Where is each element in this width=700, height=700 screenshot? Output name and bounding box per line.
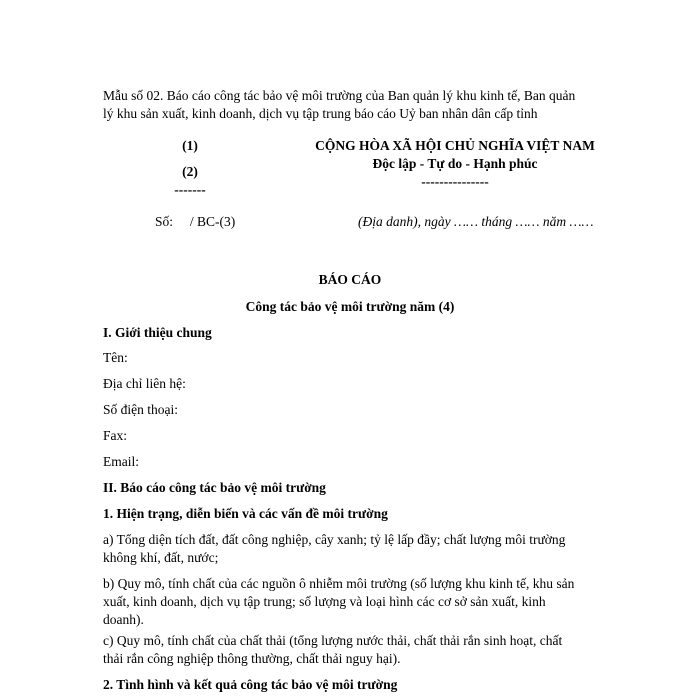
section-1-heading: I. Giới thiệu chung — [103, 325, 212, 340]
national-divider: --------------- — [421, 174, 489, 189]
subsection-2-heading: 2. Tình hình và kết quả công tác bảo vệ môi trường — [103, 677, 398, 692]
paragraph-b: b) Quy mô, tính chất của các nguồn ô nhiễm môi trường (số lượng khu kinh tế, khu sản xuất, kinh doanh, dịch vụ tập trung; số lượng và loại hình các cơ sở sản xuất, kinh doanh). — [103, 576, 575, 627]
national-motto: Độc lập - Tự do - Hạnh phúc — [372, 156, 538, 171]
form-title-line-2: lý khu sản xuất, kinh doanh, dịch vụ tập trung báo cáo Uỷ ban nhân dân cấp tỉnh — [103, 106, 538, 121]
agency-name-2: (2) — [182, 164, 198, 179]
form-title-line-1: Mẫu số 02. Báo cáo công tác bảo vệ môi trường của Ban quản lý khu kinh tế, Ban quản — [103, 88, 576, 103]
subsection-1-heading: 1. Hiện trạng, diễn biến và các vấn đề môi trường — [103, 506, 388, 521]
report-subtitle: Công tác bảo vệ môi trường năm (4) — [245, 299, 455, 314]
paragraph-a: a) Tổng diện tích đất, đất công nghiệp, cây xanh; tỷ lệ lấp đầy; chất lượng môi trường không khí, đất, nước; — [103, 532, 566, 565]
field-phone: Số điện thoại: — [103, 402, 178, 417]
section-2-heading: II. Báo cáo công tác bảo vệ môi trường — [103, 480, 326, 495]
national-title: CỘNG HÒA XÃ HỘI CHỦ NGHĨA VIỆT NAM — [315, 138, 595, 153]
document-number: Số: / BC-(3) — [155, 214, 236, 229]
place-date-line: (Địa danh), ngày …… tháng …… năm …… — [358, 214, 594, 229]
agency-divider: ------- — [174, 182, 206, 197]
field-email: Email: — [103, 454, 139, 469]
field-fax: Fax: — [103, 428, 128, 443]
agency-name-1: (1) — [182, 138, 198, 153]
paragraph-c: c) Quy mô, tính chất của chất thải (tổng lượng nước thải, chất thải rắn sinh hoạt, chất thải rắn công nghiệp thông thường, chất thải nguy hại). — [103, 633, 563, 666]
field-address: Địa chỉ liên hệ: — [103, 376, 186, 391]
report-title: BÁO CÁO — [318, 272, 382, 287]
field-name: Tên: — [103, 350, 128, 365]
